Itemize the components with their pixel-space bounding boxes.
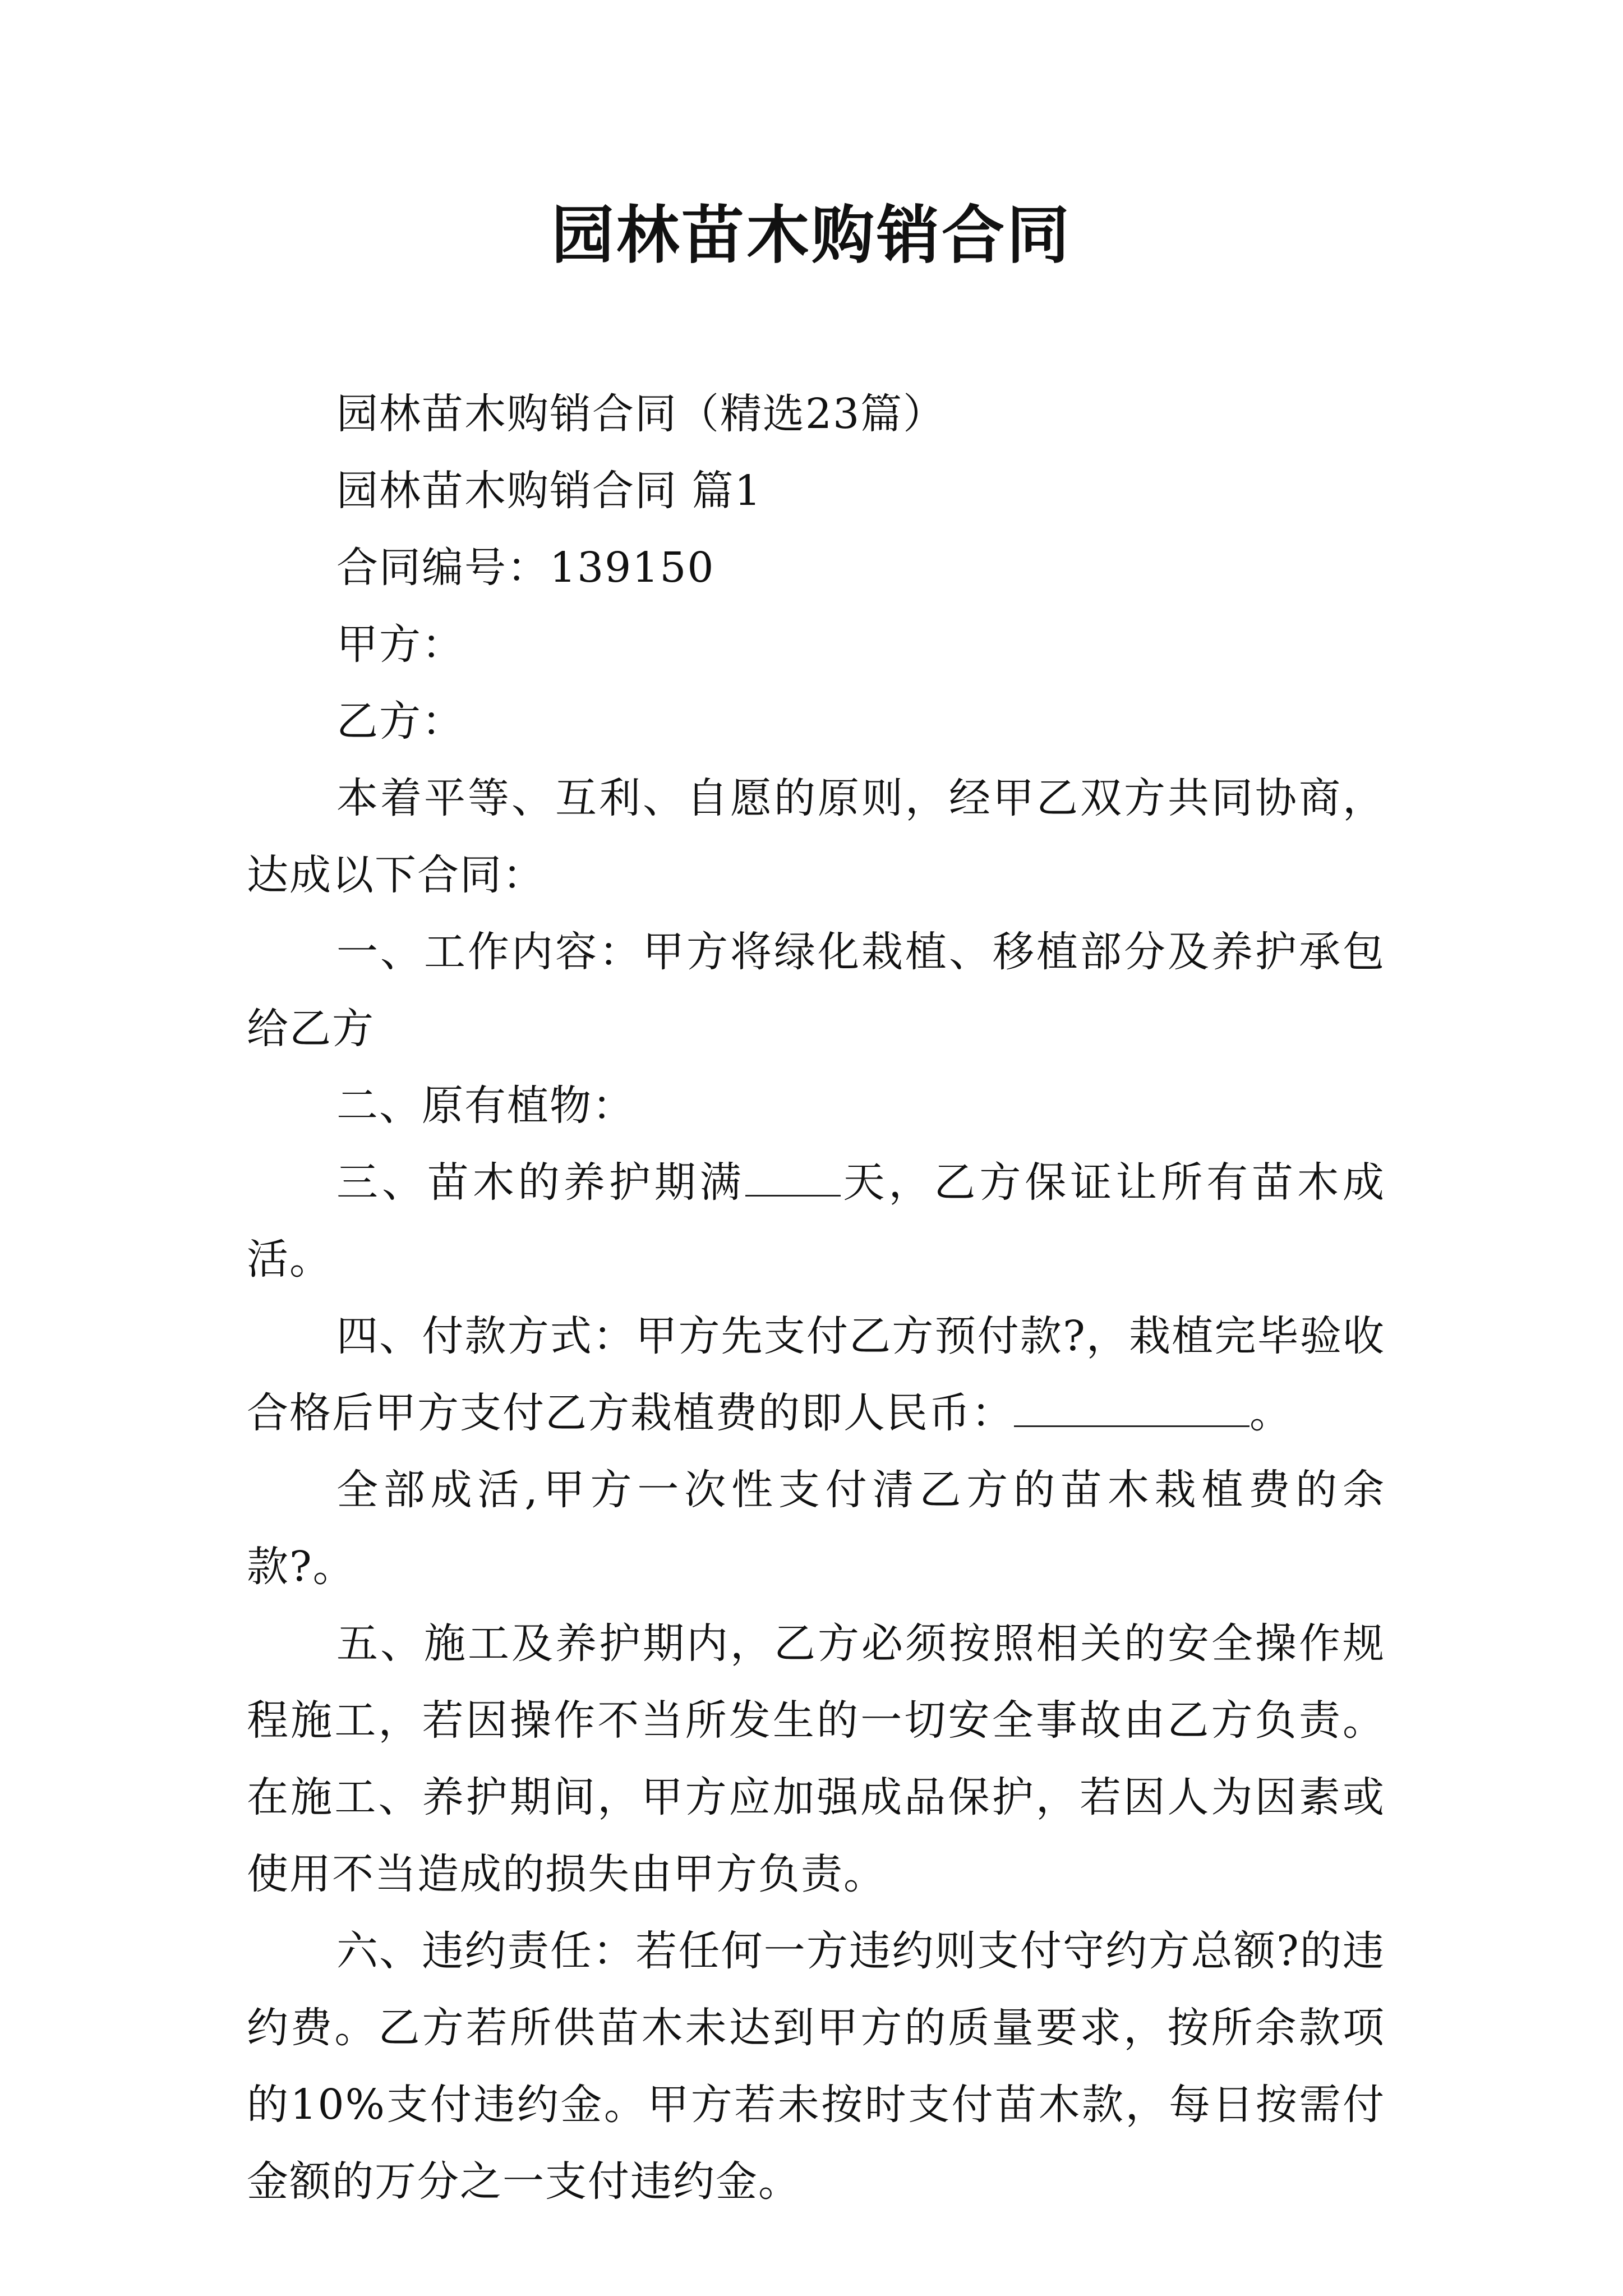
paragraph-party-b: 乙方： xyxy=(336,697,464,746)
paragraph-clause-6: 六、违约责任：若任何一方违约则支付守约方总额?的违约费。乙方若所供苗木未达到甲方的质量要求，按所余款项的10%支付违约金。甲方若未按时支付苗木款，每日按需付金额的万分之一支付违约金。 xyxy=(247,1927,1385,2206)
clause-4-text-before: 四、付款方式：甲方先支付乙方预付款?，栽植完毕验收合格后甲方支付乙方栽植费的即人民币： xyxy=(247,1312,1385,1437)
paragraph-collection-title: 园林苗木购销合同（精选23篇） xyxy=(336,390,946,438)
paragraph-preamble: 本着平等、互利、自愿的原则，经甲乙双方共同协商，达成以下合同： xyxy=(247,774,1385,899)
maintenance-days-blank xyxy=(745,1161,841,1197)
clause-3-text-before: 三、苗木的养护期满 xyxy=(336,1158,745,1207)
document-title: 园林苗木购销合同 xyxy=(551,199,1072,272)
paragraph-party-a: 甲方： xyxy=(336,620,464,669)
paragraph-clause-4 xyxy=(247,1298,1385,1452)
document-body xyxy=(247,376,1385,2220)
paragraph-contract-number: 合同编号：139150 xyxy=(336,544,715,592)
paragraph-clause-3 xyxy=(247,1144,1385,1298)
paragraph-clause-1: 一、工作内容：甲方将绿化栽植、移植部分及养护承包给乙方 xyxy=(247,928,1385,1053)
clause-4-text-after: 。 xyxy=(1249,1389,1292,1437)
paragraph-clause-2: 二、原有植物： xyxy=(336,1082,635,1130)
paragraph-clause-5: 五、施工及养护期内，乙方必须按照相关的安全操作规程施工，若因操作不当所发生的一切安全事故由乙方负责。在施工、养护期间，甲方应加强成品保护，若因人为因素或使用不当造成的损失由甲方负责。 xyxy=(247,1619,1385,1898)
paragraph-section-heading: 园林苗木购销合同 篇1 xyxy=(336,467,762,515)
paragraph-clause-4-cont: 全部成活,甲方一次性支付清乙方的苗木栽植费的余款?。 xyxy=(247,1466,1385,1591)
payment-amount-blank xyxy=(1014,1392,1249,1427)
clause-3-text-after: 天，乙方保证让所有苗木成活。 xyxy=(247,1158,1386,1283)
